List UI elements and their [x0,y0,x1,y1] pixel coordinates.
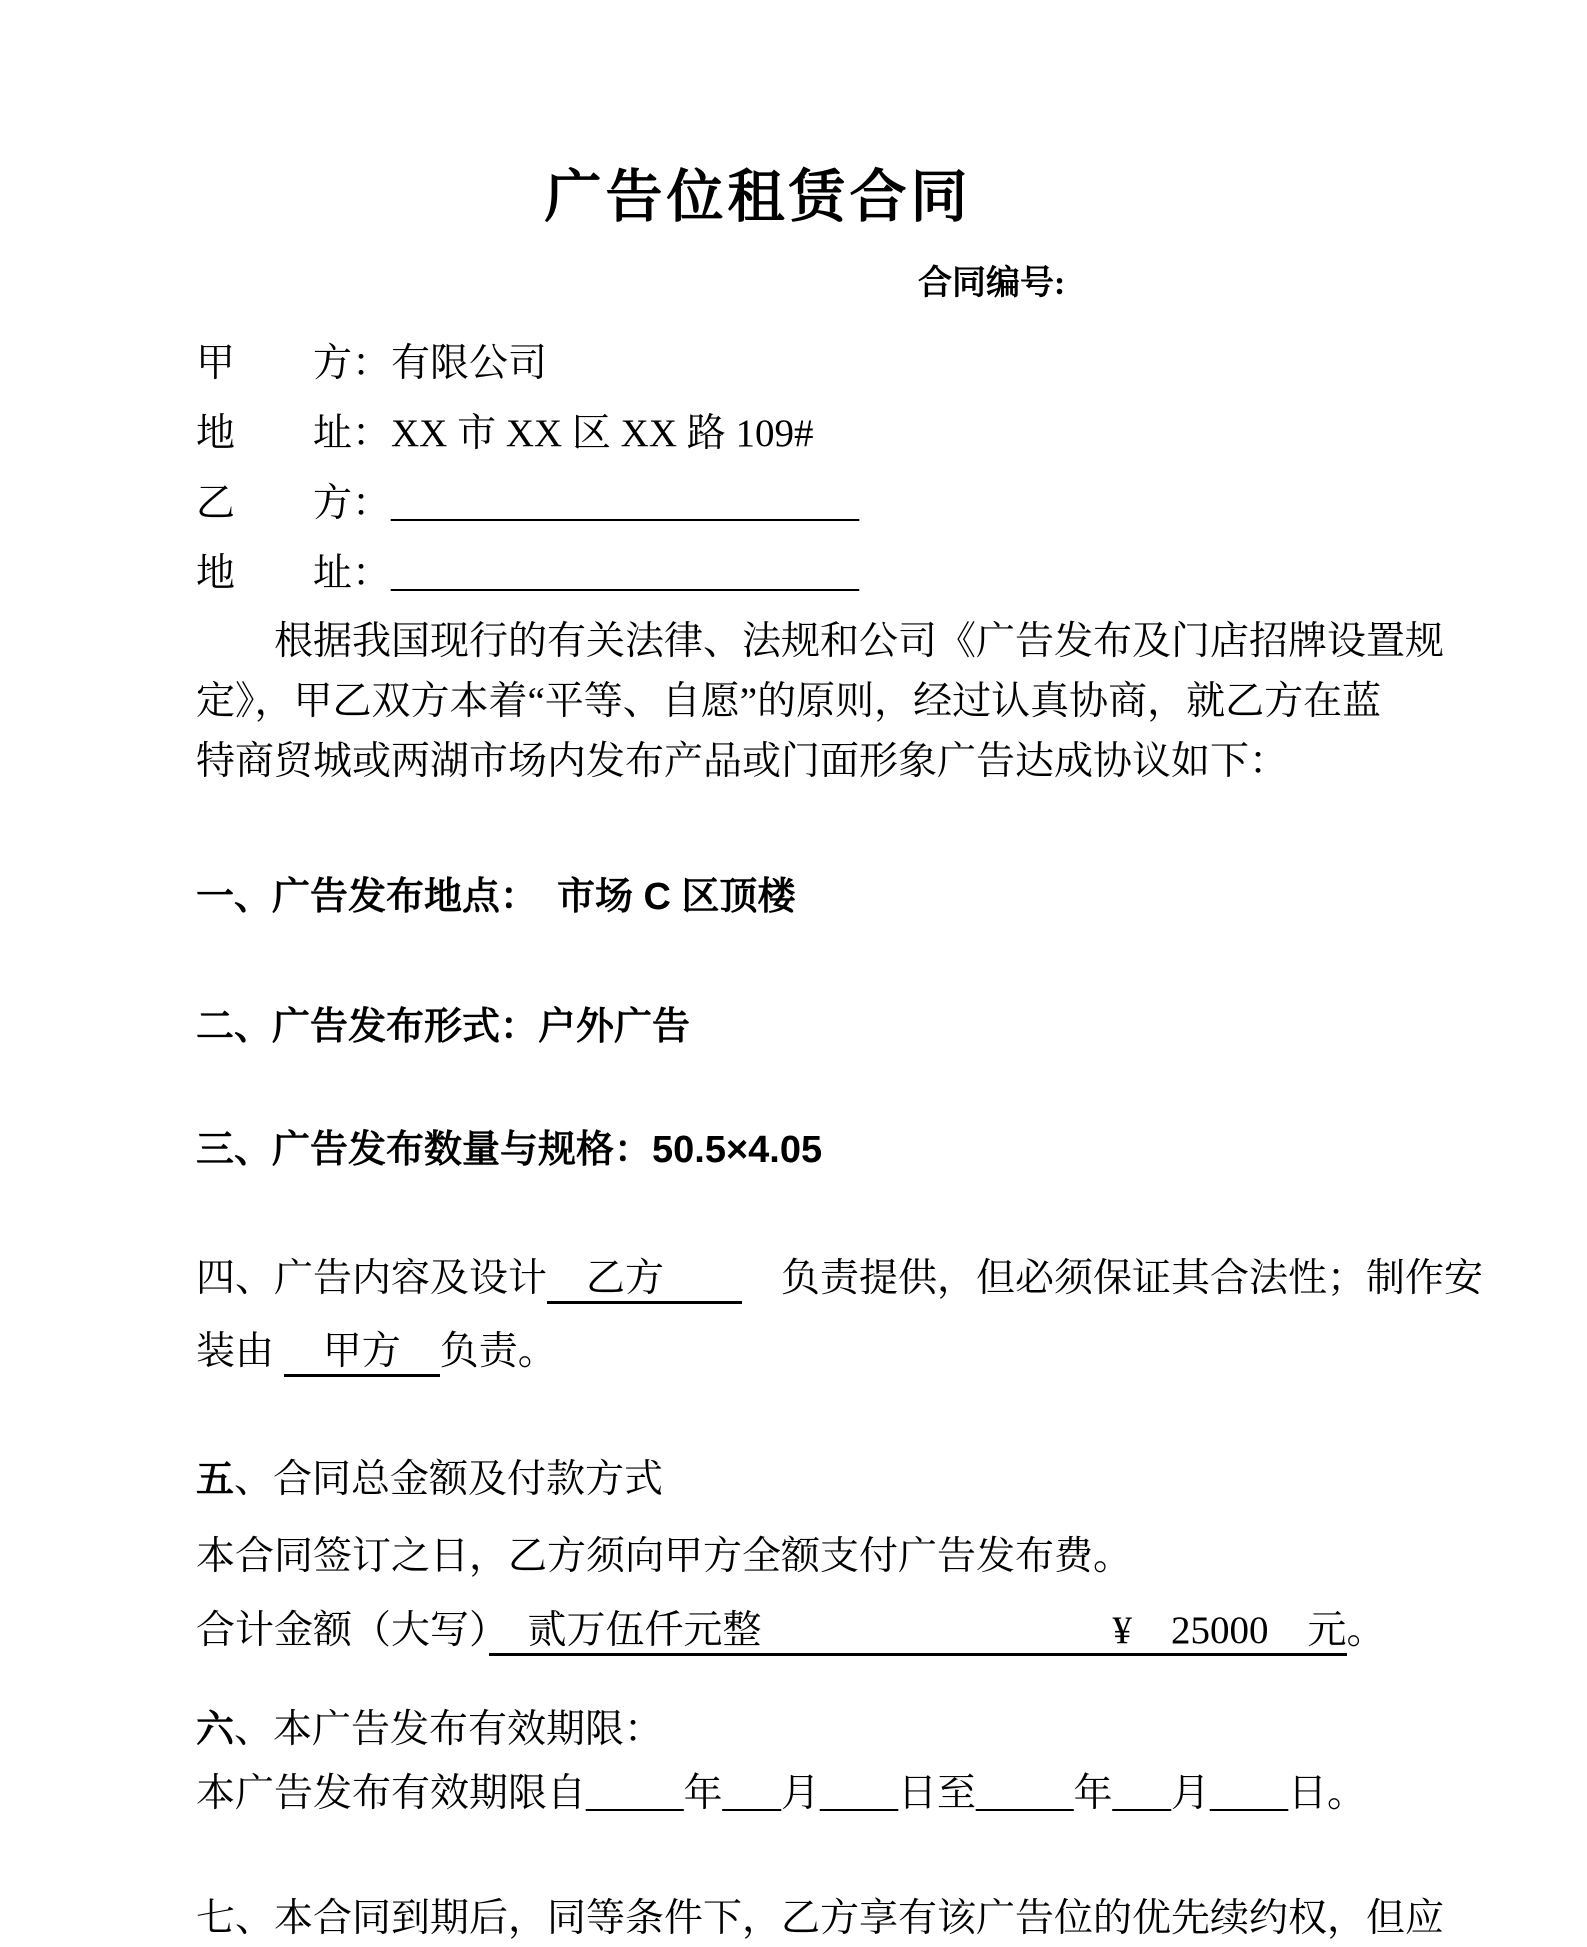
party-b-address-label: 地 址： [196,552,392,595]
clause-6-validity-line: 本广告发布有效期限自_____年___月____日至_____年___月____日。 [196,1772,1367,1815]
total-amount-fill: 贰万伍仟元整 ¥ 25000 元 [489,1609,1347,1656]
clause-5-heading-text: 、合同总金额及付款方式 [234,1458,664,1501]
party-a-address-line [196,411,814,457]
party-b-blank-field: ________________________ [391,482,860,525]
contract-number-label: 合同编号: [918,265,1066,302]
party-b-address-line [196,551,859,597]
preamble-line-3: 特商贸城或两湖市场内发布产品或门面形象广告达成协议如下： [196,740,1289,783]
clause-4-line-2 [196,1329,557,1375]
total-amount-suffix: 。 [1346,1609,1386,1652]
party-a-label: 甲 方： [196,342,392,385]
party-a-value: 有限公司 [391,342,548,385]
party-a-address-value: XX 市 XX 区 XX 路 109# [391,412,814,455]
party-a-line [196,341,547,387]
total-amount-label: 合计金额（大写） [196,1609,489,1652]
clause-4-fill-party-b: 乙方 [547,1257,742,1304]
clause-6-heading [196,1707,663,1753]
clause-4-line-1 [196,1256,1483,1302]
party-b-line [196,481,859,527]
clause-5-payment-line: 本合同签订之日，乙方须向甲方全额支付广告发布费。 [196,1535,1133,1578]
party-b-address-blank-field: ________________________ [391,552,860,595]
clause-4-text-3: 装由 [196,1330,284,1373]
clause-2-format: 二、广告发布形式：户外广告 [196,1006,691,1048]
document-title: 广告位租赁合同 [544,165,972,230]
party-b-label: 乙 方： [196,482,392,525]
clause-6-number: 六 [196,1709,235,1751]
preamble-line-1: 根据我国现行的有关法律、法规和公司《广告发布及门店招牌设置规 [274,620,1445,663]
clause-1-location: 一、广告发布地点： 市场 C 区顶楼 [196,876,796,918]
clause-4-fill-party-a: 甲方 [284,1330,440,1377]
clause-5-number: 五 [196,1459,235,1501]
preamble-line-2: 定》，甲乙双方本着“平等、自愿”的原则，经过认真协商，就乙方在蓝 [196,680,1382,723]
clause-3-quantity-spec: 三、广告发布数量与规格：50.5×4.05 [196,1129,823,1171]
clause-5-heading [196,1457,663,1503]
clause-4-text-1: 四、广告内容及设计 [196,1257,548,1300]
clause-4-text-2: 负责提供，但必须保证其合法性；制作安 [742,1257,1484,1300]
party-a-address-label: 地 址： [196,412,392,455]
clause-5-total-line [196,1608,1386,1654]
clause-7-renewal-line: 七、本合同到期后，同等条件下，乙方享有该广告位的优先续约权，但应 [196,1897,1445,1940]
clause-4-text-4: 负责。 [439,1330,557,1373]
clause-6-heading-text: 、本广告发布有效期限： [234,1708,664,1751]
